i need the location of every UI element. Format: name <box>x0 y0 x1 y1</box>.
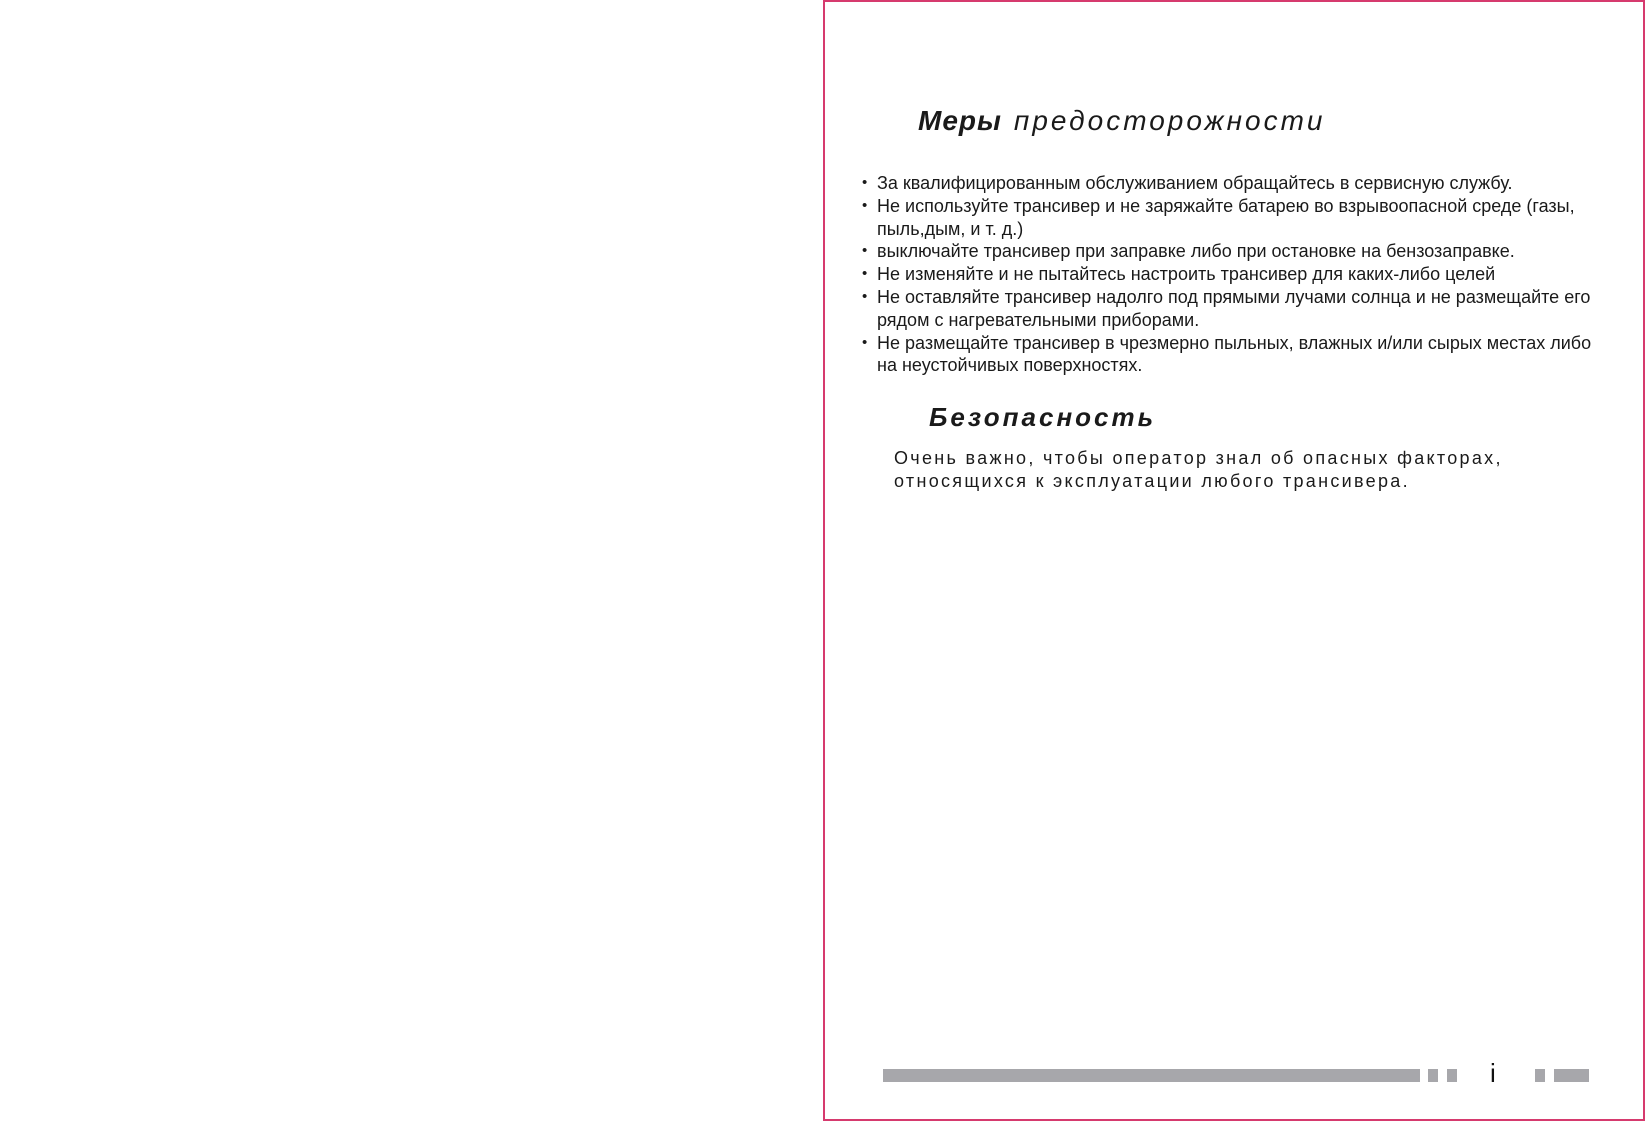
safety-paragraph: Очень важно, чтобы оператор знал об опасных факторах, относящихся к эксплуатации любого трансивера. <box>894 448 1503 491</box>
page-number: i <box>1490 1058 1496 1088</box>
precaution-item: • Не оставляйте трансивер надолго под прямыми лучами солнца и не размещайте его рядом с нагревательными приборами. <box>862 286 1612 332</box>
footer-decor-bar <box>1554 1069 1589 1082</box>
precautions-list <box>862 172 1612 377</box>
precautions-heading-part1: Меры <box>918 105 1002 136</box>
precautions-heading-part2: предосторожности <box>1013 105 1326 136</box>
precaution-item: • Не размещайте трансивер в чрезмерно пыльных, влажных и/или сырых местах либо на неустойчивых поверхностях. <box>862 332 1612 378</box>
left-blank-page <box>0 0 822 1122</box>
footer-decor-square <box>1428 1069 1438 1082</box>
safety-heading: Безопасность <box>929 402 1157 432</box>
precaution-item: • Не изменяйте и не пытайтесь настроить трансивер для каких-либо целей <box>862 263 1612 286</box>
precaution-item: • За квалифицированным обслуживанием обращайтесь в сервисную службу. <box>862 172 1612 195</box>
precautions-heading <box>918 105 1325 137</box>
precaution-item: • выключайте трансивер при заправке либо при остановке на бензозаправке. <box>862 240 1612 263</box>
footer-decor-bar <box>883 1069 1420 1082</box>
footer-decor-square <box>1535 1069 1545 1082</box>
precaution-item: • Не используйте трансивер и не заряжайте батарею во взрывоопасной среде (газы, пыль,дым, и т. д.) <box>862 195 1612 241</box>
footer-decor-square <box>1447 1069 1457 1082</box>
right-page <box>823 0 1645 1121</box>
